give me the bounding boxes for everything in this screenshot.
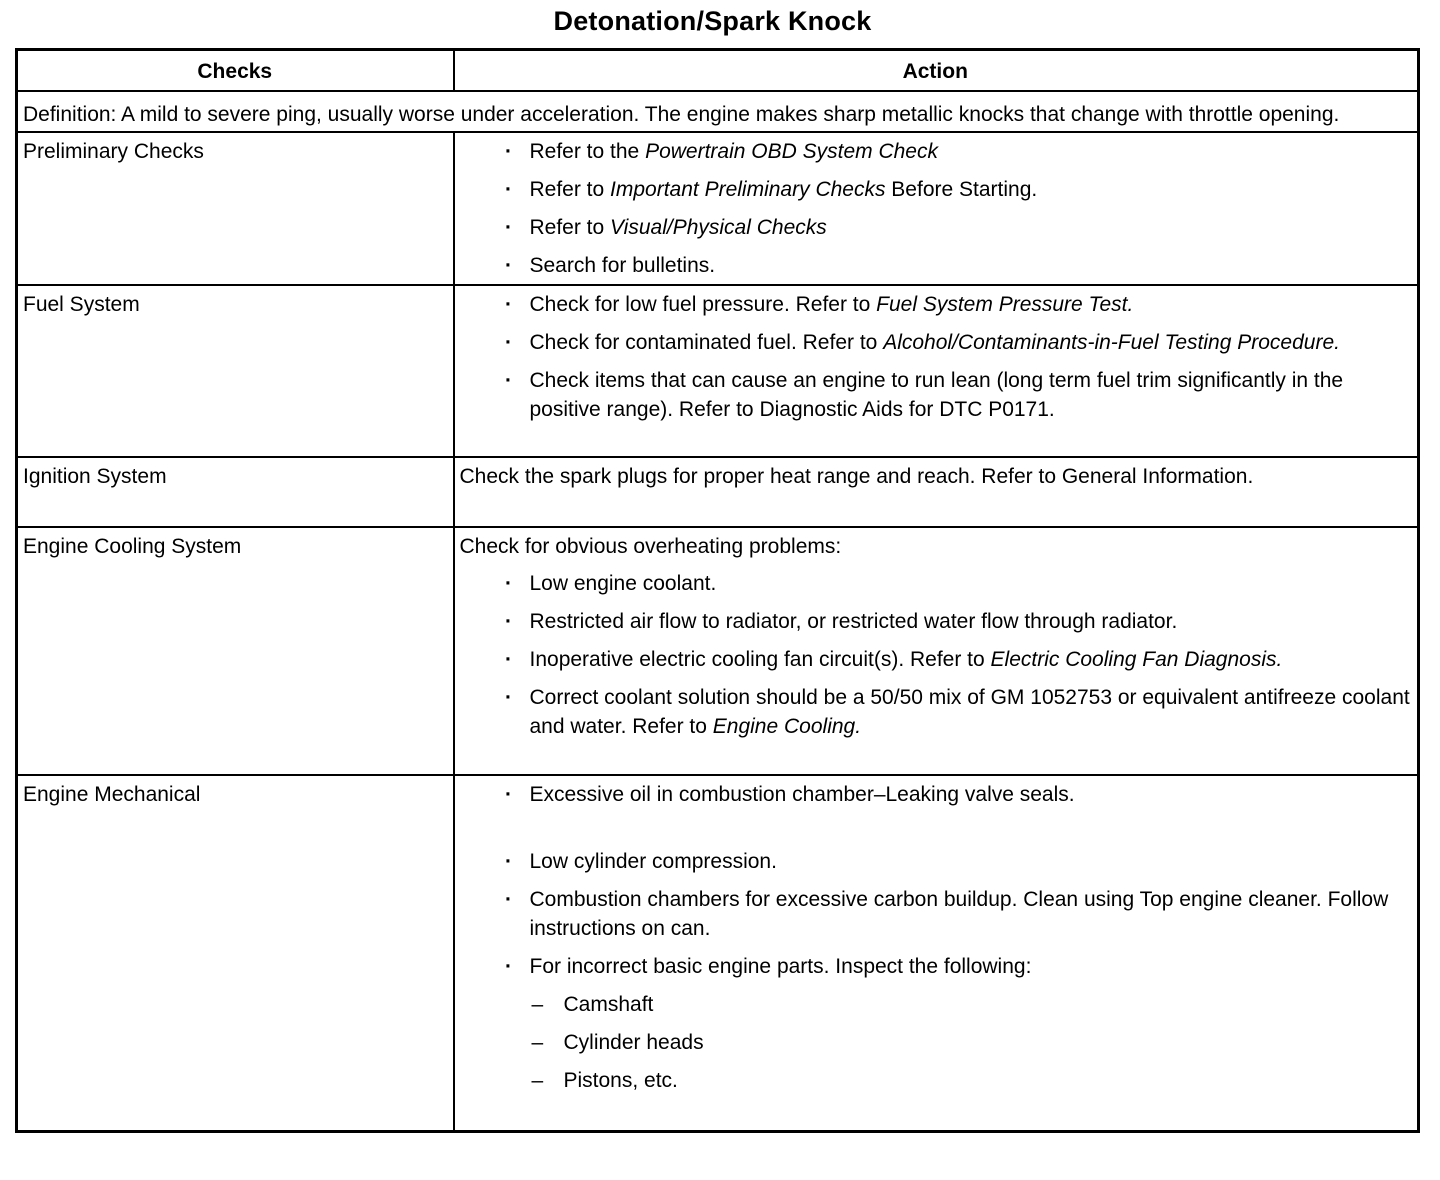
column-header-action: Action [454,50,1419,92]
action-cell: Check the spark plugs for proper heat range and reach. Refer to General Information. [454,457,1419,527]
diagnostic-table [15,48,1420,1133]
action-intro: Check for obvious overheating problems: [459,535,842,558]
list-item: · Restricted air flow to radiator, or restricted water flow through radiator. [505,610,1178,633]
reference-link: Powertrain OBD System Check [645,140,938,163]
action-list [460,137,1412,280]
reference-link: Alcohol/Contaminants-in-Fuel Testing Procedure. [883,331,1340,354]
list-item: · Check items that can cause an engine to run lean (long term fuel trim significantly in the positive range). Refer to Diagnostic Aids for DTC P0171. [505,369,1344,421]
check-cell: Ignition System [17,457,454,527]
page-title: Detonation/Spark Knock [553,6,872,36]
table-row [17,527,1419,775]
check-cell: Fuel System [17,285,454,457]
list-item: · Check for low fuel pressure. Refer to Fuel System Pressure Test. [505,293,1134,316]
reference-link: Electric Cooling Fan Diagnosis. [990,648,1283,671]
list-item: · Inoperative electric cooling fan circuit(s). Refer to Electric Cooling Fan Diagnosis. [505,648,1283,671]
column-header-checks: Checks [17,50,454,92]
reference-link: Important Preliminary Checks [610,178,886,201]
list-item: · Excessive oil in combustion chamber–Leaking valve seals. [505,783,1075,806]
action-list [460,290,1412,424]
table-row [17,285,1419,457]
sub-list-item: – Camshaft [531,993,654,1016]
table-row [17,457,1419,527]
action-list [460,780,1412,1095]
list-item: · Refer to Visual/Physical Checks [505,216,827,239]
list-item: · Correct coolant solution should be a 50/50 mix of GM 1052753 or equivalent antifreeze coolant and water. Refer to Engine Cooling. [505,686,1410,738]
action-list [460,569,1412,741]
reference-link: Visual/Physical Checks [610,216,827,239]
action-cell [454,775,1419,1132]
action-cell [454,527,1419,775]
list-item: · For incorrect basic engine parts. Inspect the following: – Camshaft – Cylinder heads – Pistons, etc. [502,952,1412,1095]
sub-list-item: – Pistons, etc. [531,1069,678,1092]
check-cell: Engine Cooling System [17,527,454,775]
list-item: · Refer to the Powertrain OBD System Check [505,140,938,163]
action-cell [454,285,1419,457]
action-cell [454,132,1419,285]
reference-link: Engine Cooling. [712,715,862,738]
reference-link: Fuel System Pressure Test. [876,293,1134,316]
list-item: · Low engine coolant. [505,572,717,595]
sub-list-item: – Cylinder heads [531,1031,704,1054]
list-item: · Check for contaminated fuel. Refer to Alcohol/Contaminants-in-Fuel Testing Procedure. [505,331,1340,354]
definition-row [17,91,1419,132]
table-header-row [17,50,1419,92]
list-item: · Search for bulletins. [505,254,716,277]
check-cell: Engine Mechanical [17,775,454,1132]
table-row [17,132,1419,285]
list-item: · Low cylinder compression. [505,850,777,873]
list-item: · Refer to Important Preliminary Checks Before Starting. [505,178,1038,201]
definition-text: Definition: A mild to severe ping, usually worse under acceleration. The engine makes sharp metallic knocks that change with throttle opening. [17,91,1419,132]
list-item: · Combustion chambers for excessive carbon buildup. Clean using Top engine cleaner. Follow instructions on can. [505,888,1389,940]
table-row [17,775,1419,1132]
sub-list [530,990,1412,1095]
check-cell: Preliminary Checks [17,132,454,285]
